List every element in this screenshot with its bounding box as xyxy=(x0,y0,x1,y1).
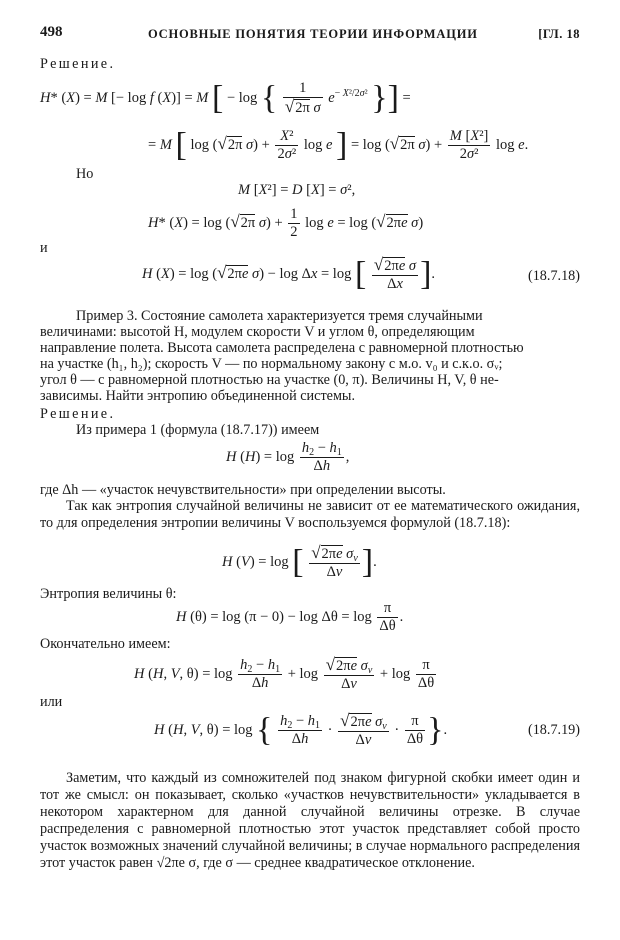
equation-mx2: M [X²] = D [X] = σ², xyxy=(238,182,356,198)
equation-h-star-line1: H* (X) = M [− log f (X)] = M [ − log { $\frac{1}{\text{√2π σ}}$ $e^{- X^2/2\sigma^2}$ }] = xyxy=(40,79,411,117)
example3-line-6: зависимы. Найти энтропию объединенной системы. xyxy=(40,388,355,404)
equation-18-7-19: H (H, V, θ) = log { $\frac{h_2 - h_1}{\Delta h}$ · $\frac{√2\pi e \sigma_v}{\Delta v}$ · $\frac{\pi}{\Delta\theta}$ }. xyxy=(154,711,448,749)
solution-heading-2: Решение. xyxy=(40,406,116,422)
example3-line-1: Пример 3. Состояние самолета характеризуется тремя случайными xyxy=(76,308,483,324)
and-word: и xyxy=(40,240,48,256)
final-paragraph: Заметим, что каждый из сомножителей под знаком фигурной скобки имеет один и тот же смысл: он показывает, сколько «участков нечувствительности» укладывается в некотором характерном для данной случайной величины отрезке. В случае распределения с равномерной плотностью этот участок представляет собой просто участок возможных значений случайной величины; в случае нормального распределения этот участок равен √2πe σ, где σ — среднее квадратическое отклонение. xyxy=(40,770,580,871)
example3-line-5: угол θ — с равномерной плотностью на участке (0, π). Величины H, V, θ не- xyxy=(40,372,499,388)
but-word: Но xyxy=(76,166,94,182)
where-text: где Δh — «участок нечувствительности» при определении высоты. xyxy=(40,482,446,498)
finally-text: Окончательно имеем: xyxy=(40,636,171,652)
or-word: или xyxy=(40,694,63,710)
solution-heading-1: Решение. xyxy=(40,56,116,72)
equation-h-joint-sum: H (H, V, θ) = log $\frac{h_2 - h_1}{\Delta h}$ + log $\frac{√2\pi e \sigma_v}{\Delta v}$ + log $\frac{\pi}{\Delta\theta}$ xyxy=(134,655,435,692)
equation-h-star-line2: = M [ log (√2π σ) + $\frac{\text{X²}}{\text{2σ²}}$ log e ] = log (√2π σ) + $\frac{\text{M [X²]}}{\text{2σ²}}$ log e. xyxy=(148,126,529,164)
equation-h-of-v: H (V) = log [ $\frac{√2\pi e \sigma_v}{\Delta v}$ ]. xyxy=(222,543,377,581)
equation-h-of-theta: H (θ) = log (π − 0) − log Δθ = log $\frac{\pi}{\Delta\theta}$ . xyxy=(176,600,404,634)
paragraph-entropy-v: Так как энтропия случайной величины не зависит от ее математического ожидания, то для определения энтропии величины V воспользуемся формулой (18.7.18): xyxy=(40,498,580,531)
equation-h-star-result: H* (X) = log (√2π σ) + $\frac{1}{2}$ log e = log (√2πe σ) xyxy=(148,206,424,240)
chapter-label: [ГЛ. 18 xyxy=(538,27,580,41)
equation-h-of-h: H (H) = log $\frac{h_2 - h_1}{\Delta h}$ , xyxy=(226,440,350,474)
entropy-theta-text: Энтропия величины θ: xyxy=(40,586,177,602)
equation-number-18-7-18: (18.7.18) xyxy=(527,268,580,284)
example3-line-2: величинами: высотой H, модулем скорости V и углом θ, определяющим xyxy=(40,324,475,340)
running-header xyxy=(40,24,580,44)
from-example-text: Из примера 1 (формула (18.7.17)) имеем xyxy=(76,422,320,438)
example3-line-4: на участке (h₁, h₂); скорость V — по нормальному закону с м.о. v₀ и с.к.о. σᵥ; xyxy=(40,356,503,372)
page-number: 498 xyxy=(40,24,63,40)
example3-line-3: направление полета. Высота самолета распределена с равномерной плотностью xyxy=(40,340,524,356)
equation-number-18-7-19: (18.7.19) xyxy=(527,722,580,738)
running-title: ОСНОВНЫЕ ПОНЯТИЯ ТЕОРИИ ИНФОРМАЦИИ xyxy=(148,27,478,41)
equation-18-7-18: H (X) = log (√2πe σ) − log Δx = log [ $\frac{\text{√2πe σ}}{\Delta x}$ ]. xyxy=(142,255,436,293)
